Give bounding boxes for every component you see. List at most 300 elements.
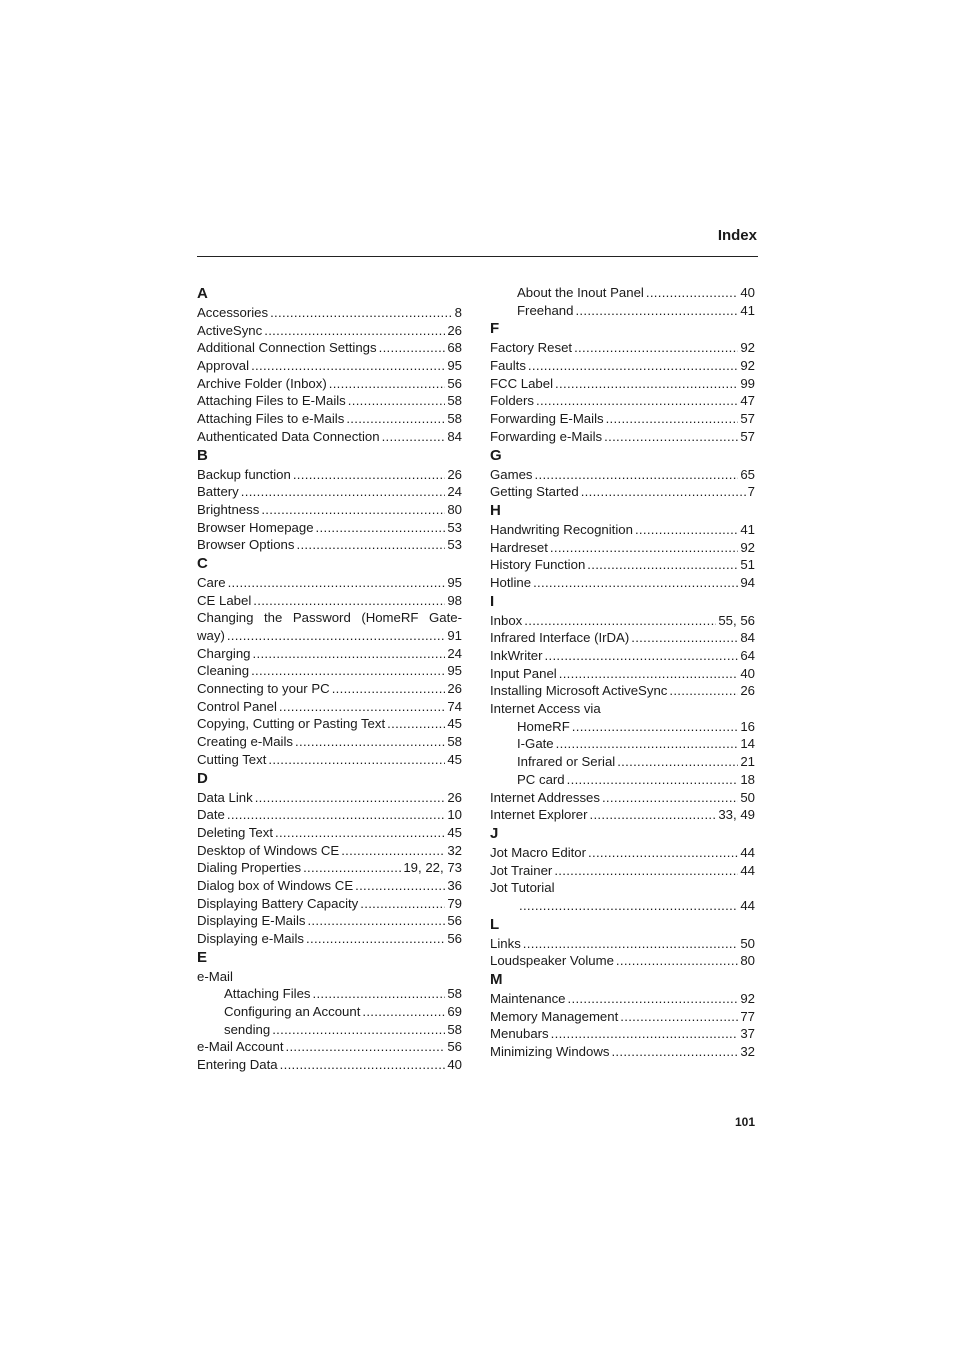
index-entry <box>197 645 462 663</box>
page-header-title: Index <box>717 227 757 244</box>
index-entry <box>197 806 462 824</box>
dot-leader <box>316 519 446 537</box>
entry-page: 84 <box>447 428 462 444</box>
entry-term: Connecting to your PC <box>197 681 330 697</box>
entry-term: Desktop of Windows CE <box>197 842 340 858</box>
entry-term: sending <box>224 1021 271 1037</box>
entry-page: 26 <box>447 466 462 482</box>
dot-leader <box>588 844 738 862</box>
entry-term: Forwarding e-Mails <box>490 428 603 444</box>
dot-leader <box>555 375 738 393</box>
index-entry <box>490 935 755 953</box>
letter-heading-h: H <box>490 501 501 519</box>
dot-leader <box>346 410 445 428</box>
entry-term: Folders <box>490 393 534 409</box>
entry-page: 69 <box>447 1004 462 1020</box>
entries-g <box>490 466 755 501</box>
letter-heading-m: M <box>490 971 503 988</box>
index-entry <box>490 483 755 501</box>
entry-term: Infrared Interface (IrDA) <box>490 630 630 646</box>
entry-term: Authenticated Data Connection <box>197 428 380 444</box>
entry-term: way) <box>197 628 225 643</box>
index-subentry <box>490 753 755 771</box>
index-entry <box>490 556 755 574</box>
entries-j <box>490 844 755 879</box>
entry-term: Attaching Files <box>224 986 311 1002</box>
entry-page: 37 <box>740 1026 755 1042</box>
entry-page: 50 <box>740 789 755 805</box>
entry-term: Backup function <box>197 466 291 482</box>
dot-leader <box>575 302 738 320</box>
entry-term: Additional Connection Settings <box>197 340 377 356</box>
index-entry <box>197 592 462 610</box>
dot-leader <box>524 612 716 630</box>
index-entry <box>197 536 462 554</box>
entry-term: ActiveSync <box>197 322 263 338</box>
index-entry-internet-access <box>490 700 755 718</box>
index-entry <box>197 824 462 842</box>
entry-term: Copying, Cutting or Pasting Text <box>197 716 386 732</box>
entry-page: 74 <box>447 698 462 714</box>
entry-term: I-Gate <box>517 736 554 752</box>
entry-term: Entering Data <box>197 1057 278 1073</box>
entries-i-2 <box>490 789 755 824</box>
entry-term: Installing Microsoft ActiveSync <box>490 683 668 699</box>
dot-leader <box>616 952 738 970</box>
dot-leader <box>286 1038 446 1056</box>
entries-a <box>197 304 462 446</box>
entry-term: Internet Access via <box>490 701 601 717</box>
word: Gate- <box>429 610 462 626</box>
index-subentry <box>197 1021 462 1039</box>
entries-m <box>490 990 755 1061</box>
entry-page: 57 <box>740 411 755 427</box>
entry-page: 40 <box>740 665 755 681</box>
index-entry <box>490 990 755 1008</box>
entry-page: 24 <box>447 645 462 661</box>
dot-leader <box>279 698 445 716</box>
index-entry <box>197 483 462 501</box>
dot-leader <box>536 392 738 410</box>
entries-c-1 <box>197 574 462 609</box>
entry-term: Faults <box>490 358 526 374</box>
dot-leader <box>355 877 445 895</box>
entry-page: 56 <box>447 931 462 946</box>
letter-heading-e: E <box>197 948 208 966</box>
dot-leader <box>669 682 738 700</box>
entry-page: 58 <box>447 1021 462 1037</box>
dot-leader <box>306 930 445 948</box>
dot-leader <box>574 339 738 357</box>
index-entry <box>197 322 462 340</box>
index-entry <box>197 466 462 484</box>
dot-leader <box>255 789 446 807</box>
dot-leader <box>228 574 446 592</box>
entry-term: Internet Explorer <box>490 807 588 823</box>
dot-leader <box>264 322 445 340</box>
entry-term: HomeRF <box>517 718 570 734</box>
letter-heading-j: J <box>490 824 499 842</box>
entry-page: 16 <box>740 718 755 734</box>
dot-leader <box>533 574 738 592</box>
dot-leader <box>303 859 401 877</box>
entry-term: Archive Folder (Inbox) <box>197 375 327 391</box>
entry-term: Displaying E-Mails <box>197 913 306 929</box>
entry-page: 26 <box>447 789 462 805</box>
letter-heading-g: G <box>490 446 502 464</box>
letter-heading-l: L <box>490 915 500 933</box>
entry-page: 80 <box>447 501 462 517</box>
entry-term: Charging <box>197 645 251 661</box>
dot-leader <box>581 483 746 501</box>
entry-page: 58 <box>447 734 462 750</box>
index-entry <box>197 662 462 680</box>
index-entry <box>197 1056 462 1074</box>
entry-page: 45 <box>447 716 462 732</box>
index-column-left <box>197 284 462 1074</box>
header-rule <box>197 256 758 257</box>
entry-term: InkWriter <box>490 648 543 663</box>
dot-leader <box>587 556 738 574</box>
letter-heading-f: F <box>490 320 500 338</box>
dot-leader <box>313 985 446 1003</box>
index-entry <box>490 521 755 539</box>
entry-page: 18 <box>740 771 755 787</box>
entry-page: 92 <box>740 358 755 374</box>
entry-page: 26 <box>740 683 755 699</box>
dot-leader <box>559 665 739 683</box>
entry-term: e-Mail Account <box>197 1039 284 1055</box>
index-entry <box>197 375 462 393</box>
entry-page: 65 <box>740 466 755 482</box>
entry-page: 45 <box>447 824 462 840</box>
entry-term: Approval <box>197 358 250 374</box>
entry-page: 92 <box>740 991 755 1006</box>
entry-page: 26 <box>447 322 462 338</box>
dot-leader <box>382 428 446 446</box>
dot-leader <box>602 789 738 807</box>
index-entry <box>197 428 462 446</box>
dot-leader <box>268 751 445 769</box>
entry-term: Displaying Battery Capacity <box>197 895 359 911</box>
entry-term: Battery <box>197 484 239 500</box>
index-entry <box>490 410 755 428</box>
entry-page: 32 <box>740 1044 755 1060</box>
index-entry <box>197 859 462 877</box>
entry-page: 36 <box>447 877 462 893</box>
entry-term: Forwarding E-Mails <box>490 411 604 427</box>
entry-page: 98 <box>447 592 462 608</box>
entry-term: Date <box>197 807 225 823</box>
index-entry <box>490 806 755 824</box>
dot-leader <box>272 1021 445 1039</box>
index-entry <box>197 895 462 913</box>
entry-term: Hardreset <box>490 539 548 555</box>
entry-page: 40 <box>740 285 755 300</box>
entry-term: Browser Homepage <box>197 519 314 535</box>
entry-page: 26 <box>447 681 462 697</box>
index-entry <box>197 357 462 375</box>
dot-leader <box>590 806 717 824</box>
entry-page: 56 <box>447 375 462 391</box>
entry-page: 56 <box>447 913 462 929</box>
index-entry <box>197 680 462 698</box>
entry-page: 8 <box>454 305 462 320</box>
entry-page: 80 <box>740 953 755 969</box>
entries-l <box>490 935 755 970</box>
entry-page: 21 <box>740 754 755 770</box>
entry-page: 51 <box>740 557 755 573</box>
entry-page: 53 <box>447 537 462 553</box>
entry-term: Inbox <box>490 612 523 628</box>
entry-term: Creating e-Mails <box>197 734 294 750</box>
dot-leader <box>348 392 446 410</box>
dot-leader <box>572 718 739 736</box>
letter-heading-a: A <box>197 285 208 302</box>
index-entry <box>197 698 462 716</box>
entry-term: Handwriting Recognition <box>490 521 633 537</box>
entry-page: 24 <box>447 484 462 500</box>
entry-term: Care <box>197 574 226 590</box>
word: (HomeRF <box>361 610 419 626</box>
index-subentry <box>490 735 755 753</box>
entries-i-1 <box>490 612 755 700</box>
dot-leader <box>545 647 739 665</box>
index-entry <box>197 930 462 948</box>
index-entry <box>197 733 462 751</box>
entry-page: 91 <box>447 628 462 643</box>
index-entry <box>197 392 462 410</box>
index-entry <box>490 1043 755 1061</box>
entry-term: Minimizing Windows <box>490 1044 610 1060</box>
letter-heading-b: B <box>197 446 208 464</box>
entries-b <box>197 466 462 554</box>
entry-page: 53 <box>447 519 462 535</box>
entry-term: Hotline <box>490 574 532 590</box>
letter-heading-i: I <box>490 592 495 610</box>
entry-term: Control Panel <box>197 698 277 714</box>
entry-page: 95 <box>447 358 462 374</box>
entry-term: FCC Label <box>490 375 554 391</box>
entry-page: 40 <box>447 1057 462 1073</box>
entries-e-sub <box>197 985 462 1038</box>
index-column-right <box>490 284 755 1061</box>
entry-page: 45 <box>447 751 462 767</box>
entry-term: PC card <box>517 771 565 787</box>
index-entry <box>490 952 755 970</box>
dot-leader <box>611 1043 738 1061</box>
entry-term: Cutting Text <box>197 751 267 767</box>
entry-page: 56 <box>447 1039 462 1055</box>
entry-term: CE Label <box>197 592 252 608</box>
entry-page: 44 <box>740 897 755 913</box>
dot-leader <box>270 304 453 322</box>
entry-page: 44 <box>740 844 755 860</box>
page-number: 101 <box>734 1115 755 1129</box>
entry-term: e-Mail <box>197 968 233 984</box>
index-entry-email <box>197 968 462 986</box>
dot-leader <box>253 592 445 610</box>
index-entry <box>197 789 462 807</box>
entry-page: 99 <box>740 375 755 391</box>
dot-leader <box>275 824 445 842</box>
entry-term: Games <box>490 466 533 482</box>
index-entry <box>490 375 755 393</box>
entry-page: 47 <box>740 393 755 409</box>
entry-term: Freehand <box>517 302 574 318</box>
entry-page: 95 <box>447 574 462 590</box>
index-subentry <box>490 284 755 302</box>
dot-leader <box>387 715 445 733</box>
index-subentry <box>490 718 755 736</box>
dot-leader <box>329 375 446 393</box>
entries-continued <box>490 284 755 319</box>
index-entry <box>490 539 755 557</box>
entries-f <box>490 339 755 445</box>
entry-term: Maintenance <box>490 991 566 1006</box>
entry-term: Data Link <box>197 789 253 805</box>
dot-leader <box>604 428 738 446</box>
entry-term: Dialog box of Windows CE <box>197 877 354 893</box>
entry-page: 58 <box>447 986 462 1002</box>
index-entry <box>490 647 755 665</box>
entry-page: 79 <box>447 895 462 911</box>
index-entry <box>197 501 462 519</box>
dot-leader <box>556 735 739 753</box>
index-subentry <box>490 771 755 789</box>
index-entry <box>197 304 462 322</box>
entry-page: 58 <box>447 411 462 427</box>
dot-leader <box>617 753 738 771</box>
entry-page: 50 <box>740 935 755 951</box>
dot-leader <box>332 680 446 698</box>
entries-d <box>197 789 462 948</box>
dot-leader <box>528 357 738 375</box>
index-entry <box>490 665 755 683</box>
dot-leader <box>251 662 445 680</box>
dot-leader <box>296 536 445 554</box>
entry-term: Memory Management <box>490 1008 619 1024</box>
entry-page: 41 <box>740 302 755 318</box>
entries-e <box>197 1038 462 1073</box>
index-entry <box>490 392 755 410</box>
index-entry <box>197 519 462 537</box>
word: Changing <box>197 610 254 626</box>
dot-leader <box>567 771 739 789</box>
dot-leader <box>631 629 738 647</box>
index-entry <box>490 682 755 700</box>
dot-leader <box>362 1003 445 1021</box>
entries-i-sub <box>490 718 755 789</box>
index-entry-jot-tutorial <box>490 879 755 897</box>
word: Password <box>292 610 351 626</box>
entry-page: 32 <box>447 842 462 858</box>
dot-leader <box>241 483 446 501</box>
dot-leader <box>635 521 738 539</box>
index-entry <box>490 339 755 357</box>
dot-leader <box>568 990 739 1008</box>
index-entry <box>490 629 755 647</box>
dot-leader <box>293 466 445 484</box>
index-entry <box>197 715 462 733</box>
dot-leader <box>646 284 738 302</box>
dot-leader <box>519 897 738 915</box>
index-entry <box>490 357 755 375</box>
index-entry <box>490 428 755 446</box>
entry-term: Jot Trainer <box>490 862 553 878</box>
index-entry <box>490 1025 755 1043</box>
entry-page: 84 <box>740 630 755 646</box>
index-entry <box>197 912 462 930</box>
entry-term: Attaching Files to e-Mails <box>197 411 345 427</box>
entry-term: History Function <box>490 557 586 573</box>
index-entry <box>490 789 755 807</box>
entry-page: 95 <box>447 663 462 679</box>
entry-page: 77 <box>740 1008 755 1024</box>
entry-term: Dialing Properties <box>197 860 302 876</box>
index-entry <box>490 1008 755 1026</box>
dot-leader <box>341 842 445 860</box>
entry-page: 58 <box>447 393 462 409</box>
entry-page: 7 <box>747 484 755 500</box>
entry-term: Accessories <box>197 305 269 320</box>
dot-leader <box>280 1056 446 1074</box>
index-entry <box>197 842 462 860</box>
word: the <box>264 610 283 626</box>
index-entry <box>197 1038 462 1056</box>
entry-page: 68 <box>447 340 462 356</box>
index-entry <box>197 877 462 895</box>
entry-page: 64 <box>740 648 755 663</box>
entry-page: 14 <box>740 736 755 752</box>
entry-page: 19, 22, 73 <box>403 860 462 876</box>
entry-term: Configuring an Account <box>224 1004 361 1020</box>
dot-leader <box>295 733 445 751</box>
entries-c-2 <box>197 645 462 769</box>
entry-term: Infrared or Serial <box>517 754 616 770</box>
entry-page: 33, 49 <box>718 807 755 823</box>
index-entry-jot-tutorial-page <box>490 897 755 915</box>
entry-page: 41 <box>740 521 755 537</box>
index-subentry <box>197 985 462 1003</box>
index-entry <box>490 574 755 592</box>
dot-leader <box>535 466 739 484</box>
dot-leader <box>554 862 738 880</box>
index-entry <box>197 751 462 769</box>
index-entry <box>490 844 755 862</box>
entry-page: 10 <box>447 807 462 823</box>
entry-term: Cleaning <box>197 663 250 679</box>
dot-leader <box>360 895 445 913</box>
entry-term: Brightness <box>197 501 260 517</box>
dot-leader <box>620 1008 738 1026</box>
dot-leader <box>379 339 446 357</box>
dot-leader <box>227 627 445 645</box>
dot-leader <box>523 935 739 953</box>
index-entry <box>197 574 462 592</box>
dot-leader <box>261 501 445 519</box>
dot-leader <box>253 645 446 663</box>
index-subentry <box>490 302 755 320</box>
entry-page: 92 <box>740 539 755 555</box>
letter-heading-d: D <box>197 769 208 787</box>
letter-heading-c: C <box>197 554 208 572</box>
entry-page: 57 <box>740 428 755 444</box>
dot-leader <box>251 357 445 375</box>
dot-leader <box>606 410 739 428</box>
entry-term: Getting Started <box>490 484 579 500</box>
index-subentry <box>197 1003 462 1021</box>
